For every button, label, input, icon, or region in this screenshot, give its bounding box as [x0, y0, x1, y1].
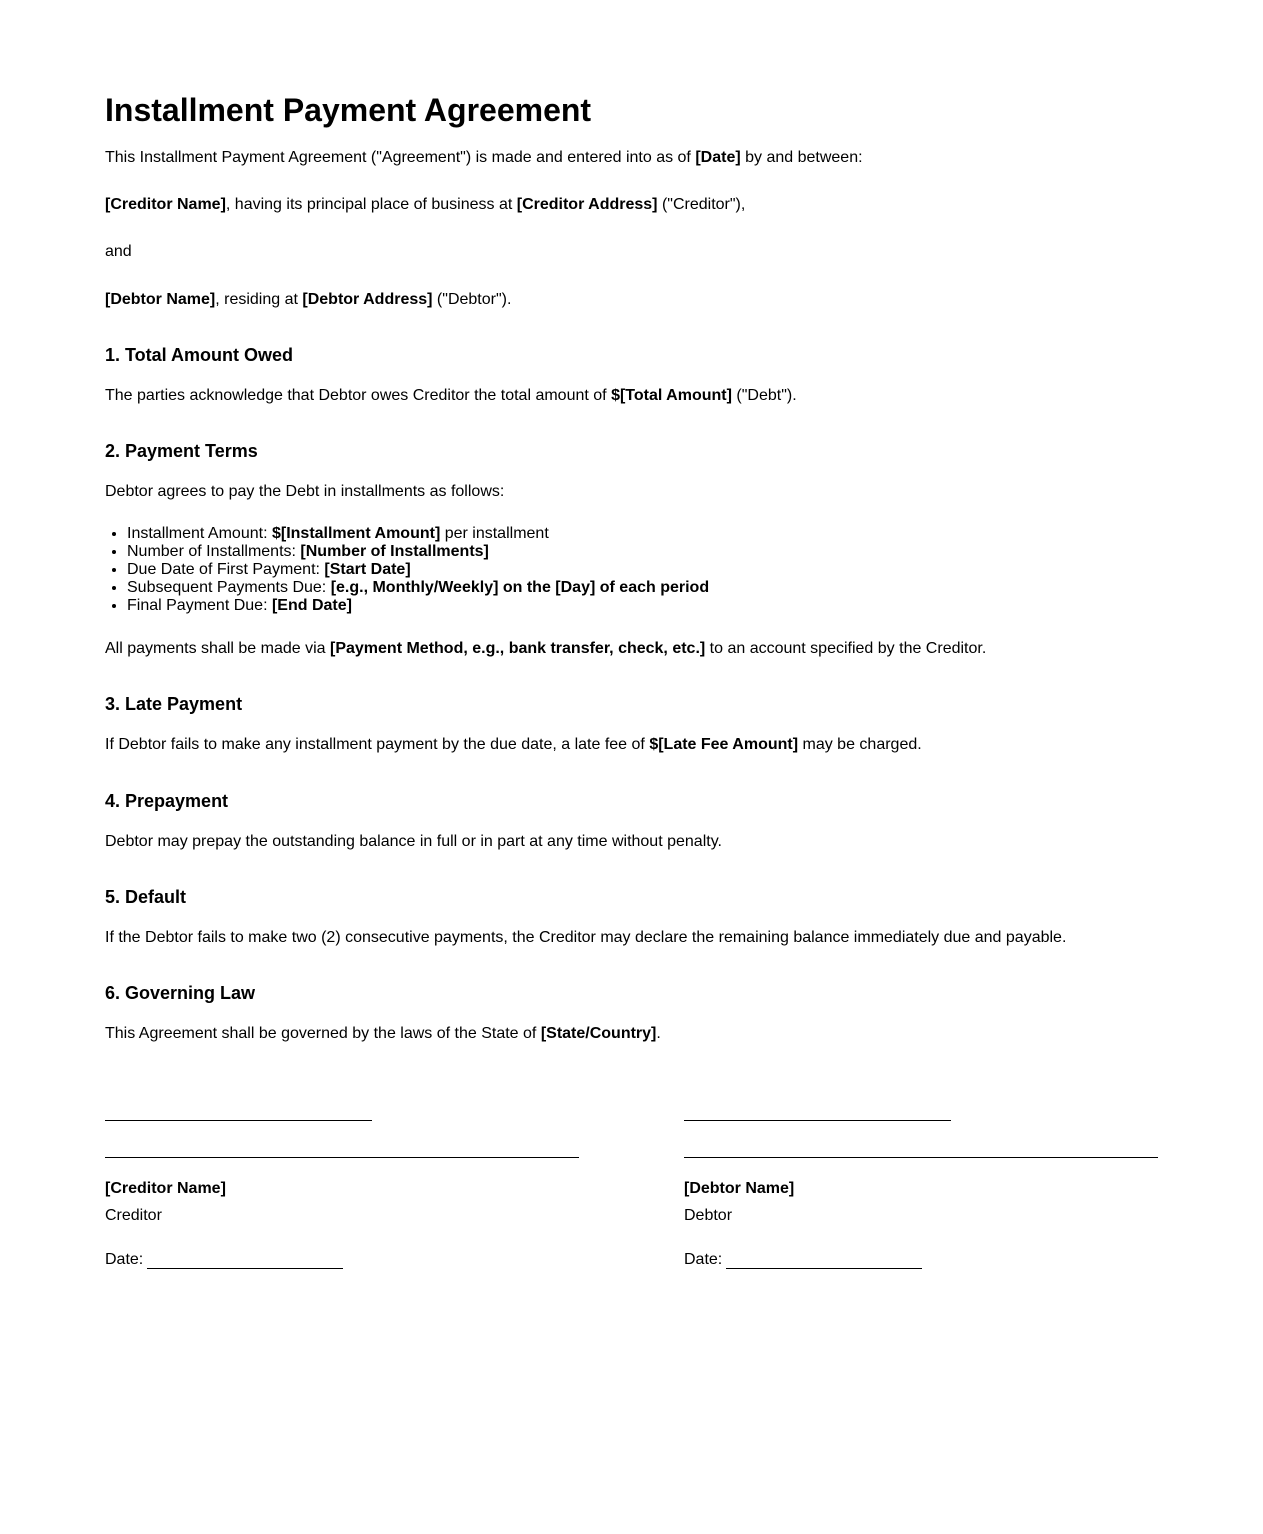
total-amount-placeholder: $[Total Amount] — [611, 387, 732, 404]
list-item-label: Due Date of First Payment: — [127, 561, 325, 578]
debtor-paragraph — [105, 291, 511, 309]
creditor-signature-role: Creditor — [105, 1207, 162, 1224]
list-item — [127, 579, 709, 597]
section-5-heading: 5. Default — [105, 887, 187, 907]
creditor-signature-line[interactable] — [105, 1120, 372, 1121]
debtor-text-end: ("Debtor"). — [432, 291, 512, 308]
section-4-text: Debtor may prepay the outstanding balance in full or in part at any time without penalty. — [105, 833, 722, 850]
intro-text-end: by and between: — [740, 149, 863, 166]
section-3-pre: If Debtor fails to make any installment payment by the due date, a late fee of — [105, 736, 650, 753]
payment-method-paragraph — [105, 640, 986, 658]
section-1-text — [105, 387, 797, 405]
and-paragraph: and — [105, 243, 132, 260]
list-item — [127, 597, 709, 615]
creditor-text: , having its principal place of business at — [225, 196, 517, 213]
creditor-printed-name-line[interactable] — [105, 1157, 579, 1158]
payment-method-placeholder: [Payment Method, e.g., bank transfer, check, etc.] — [330, 640, 706, 657]
list-item-value: [Number of Installments] — [300, 543, 489, 560]
late-fee-placeholder: $[Late Fee Amount] — [649, 736, 799, 753]
list-item-label: Final Payment Due: — [127, 597, 272, 614]
payment-method-pre: All payments shall be made via — [105, 640, 330, 657]
section-6-text — [105, 1025, 661, 1043]
debtor-signature-name: [Debtor Name] — [684, 1180, 795, 1197]
list-item-label: Subsequent Payments Due: — [127, 579, 331, 596]
list-item-value: [End Date] — [271, 597, 352, 614]
agreement-date-placeholder: [Date] — [695, 149, 741, 166]
creditor-address-placeholder: [Creditor Address] — [516, 196, 658, 213]
list-item-label: Number of Installments: — [127, 543, 301, 560]
creditor-signature-name: [Creditor Name] — [105, 1180, 226, 1197]
section-3-text — [105, 736, 922, 754]
list-item — [127, 561, 709, 579]
creditor-name-placeholder: [Creditor Name] — [105, 196, 226, 213]
debtor-address-placeholder: [Debtor Address] — [302, 291, 433, 308]
creditor-date-line[interactable] — [147, 1251, 343, 1269]
debtor-text: , residing at — [215, 291, 303, 308]
debtor-name-placeholder: [Debtor Name] — [105, 291, 216, 308]
intro-text: This Installment Payment Agreement ("Agreement") is made and entered into as of — [105, 149, 696, 166]
creditor-signature-date — [105, 1251, 343, 1269]
list-item-value: [e.g., Monthly/Weekly] on the [Day] of each period — [330, 579, 710, 596]
date-label: Date: — [105, 1251, 144, 1268]
section-3-post: may be charged. — [798, 736, 922, 753]
section-6-heading: 6. Governing Law — [105, 983, 256, 1003]
payment-method-post: to an account specified by the Creditor. — [705, 640, 987, 657]
section-5-text: If the Debtor fails to make two (2) consecutive payments, the Creditor may declare the remaining balance immediately due and payable. — [105, 929, 1067, 946]
creditor-text-end: ("Creditor"), — [657, 196, 746, 213]
section-3-heading: 3. Late Payment — [105, 694, 243, 714]
debtor-signature-line[interactable] — [684, 1120, 951, 1121]
section-1-heading: 1. Total Amount Owed — [105, 345, 293, 365]
section-2-intro: Debtor agrees to pay the Debt in installments as follows: — [105, 483, 505, 500]
debtor-signature-role: Debtor — [684, 1207, 733, 1224]
section-6-post: . — [656, 1025, 661, 1042]
payment-terms-list — [105, 525, 709, 615]
list-item — [127, 543, 709, 561]
date-label: Date: — [684, 1251, 723, 1268]
creditor-paragraph — [105, 196, 745, 214]
intro-paragraph — [105, 149, 863, 167]
list-item — [127, 525, 709, 543]
section-4-heading: 4. Prepayment — [105, 791, 229, 811]
debtor-printed-name-line[interactable] — [684, 1157, 1158, 1158]
section-6-pre: This Agreement shall be governed by the laws of the State of — [105, 1025, 541, 1042]
list-item-label: Installment Amount: — [127, 525, 272, 542]
section-2-heading: 2. Payment Terms — [105, 441, 258, 461]
list-item-value: $[Installment Amount] — [271, 525, 441, 542]
list-item-post: per installment — [440, 525, 549, 542]
document-title: Installment Payment Agreement — [105, 92, 592, 128]
debtor-date-line[interactable] — [726, 1251, 922, 1269]
debtor-signature-date — [684, 1251, 922, 1269]
section-1-pre: The parties acknowledge that Debtor owes Creditor the total amount of — [105, 387, 612, 404]
list-item-value: [Start Date] — [324, 561, 411, 578]
section-1-post: ("Debt"). — [731, 387, 797, 404]
state-country-placeholder: [State/Country] — [540, 1025, 657, 1042]
